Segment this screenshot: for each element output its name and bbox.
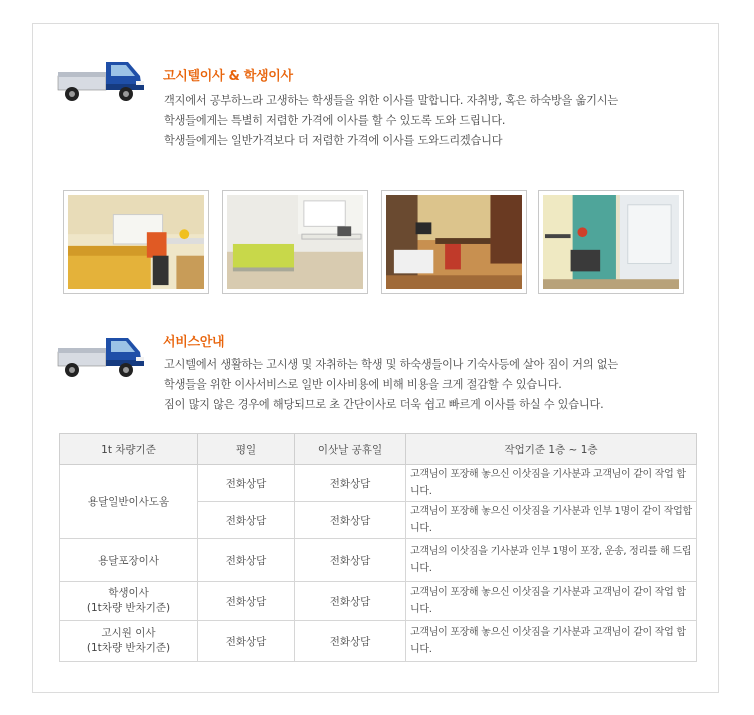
row-weekday-price: 전화상담 (198, 621, 295, 662)
section2-description (164, 355, 618, 415)
service-name-line: 고시원 이사 (101, 627, 156, 639)
room-photo-4 (538, 190, 684, 294)
table-header-row (60, 434, 697, 465)
table-row (60, 582, 697, 621)
truck-icon (56, 330, 148, 382)
section2-line: 고시텔에서 생활하는 고시생 및 자취하는 학생 및 하숙생들이나 기숙사등에 살아 짐이 거의 없는 (164, 358, 618, 371)
section2-line: 학생들을 위한 이사서비스로 일반 이사비용에 비해 비용을 크게 절감할 수 있습니다. (164, 378, 562, 391)
table-row (60, 465, 697, 502)
row-holiday-price: 전화상담 (295, 502, 406, 539)
row-note: 고객님이 포장해 놓으신 이삿짐을 기사분과 고객님이 같이 작업 합니다. (406, 582, 697, 621)
header-vehicle: 1t 차량기준 (60, 434, 198, 465)
row-holiday-price: 전화상담 (295, 539, 406, 582)
table-row (60, 539, 697, 582)
table-row (60, 621, 697, 662)
row-weekday-price: 전화상담 (198, 502, 295, 539)
section1-line: 객지에서 공부하느라 고생하는 학생들을 위한 이사를 말합니다. 자취방, 혹은 하숙방을 옮기시는 (164, 94, 618, 107)
row-service-name (60, 582, 198, 621)
header-holiday: 이삿날 공휴일 (295, 434, 406, 465)
service-price-table (59, 433, 697, 662)
row-service-name: 용달포장이사 (60, 539, 198, 582)
room-photo-2 (222, 190, 368, 294)
section-title-gositel: 고시텔이사 & 학생이사 (163, 69, 293, 84)
section2-line: 짐이 많지 않은 경우에 해당되므로 초 간단이사로 더욱 쉽고 빠르게 이사를 하실 수 있습니다. (164, 398, 604, 411)
row-note: 고객님이 포장해 놓으신 이삿짐을 기사분과 인부 1명이 같이 작업합니다. (406, 502, 697, 539)
row-weekday-price: 전화상담 (198, 539, 295, 582)
service-name-sub: (1t차량 반차기준) (86, 642, 171, 654)
room-photo-3 (381, 190, 527, 294)
room-photo-1 (63, 190, 209, 294)
row-service-name (60, 621, 198, 662)
row-note: 고객님이 포장해 놓으신 이삿짐을 기사분과 고객님이 같이 작업 합니다. (406, 465, 697, 502)
header-work-basis: 작업기준 1층 ~ 1층 (406, 434, 697, 465)
row-weekday-price: 전화상담 (198, 465, 295, 502)
service-name-sub: (1t차량 반차기준) (86, 602, 171, 614)
section1-line: 학생들에게는 특별히 저렴한 가격에 이사를 할 수 있도록 도와 드립니다. (164, 114, 506, 127)
row-note: 고객님이 포장해 놓으신 이삿짐을 기사분과 고객님이 같이 작업 합니다. (406, 621, 697, 662)
row-holiday-price: 전화상담 (295, 582, 406, 621)
header-weekday: 평일 (198, 434, 295, 465)
section-title-service: 서비스안내 (163, 335, 225, 350)
row-note: 고객님의 이삿짐을 기사분과 인부 1명이 포장, 운송, 정리를 해 드립니다. (406, 539, 697, 582)
row-weekday-price: 전화상담 (198, 582, 295, 621)
row-service-name: 용달일반이사도움 (60, 465, 198, 539)
row-holiday-price: 전화상담 (295, 621, 406, 662)
truck-icon (56, 54, 148, 106)
section1-description (164, 91, 618, 151)
section1-line: 학생들에게는 일반가격보다 더 저렴한 가격에 이사를 도와드리겠습니다 (164, 134, 503, 147)
service-name-line: 학생이사 (108, 587, 149, 599)
row-holiday-price: 전화상담 (295, 465, 406, 502)
